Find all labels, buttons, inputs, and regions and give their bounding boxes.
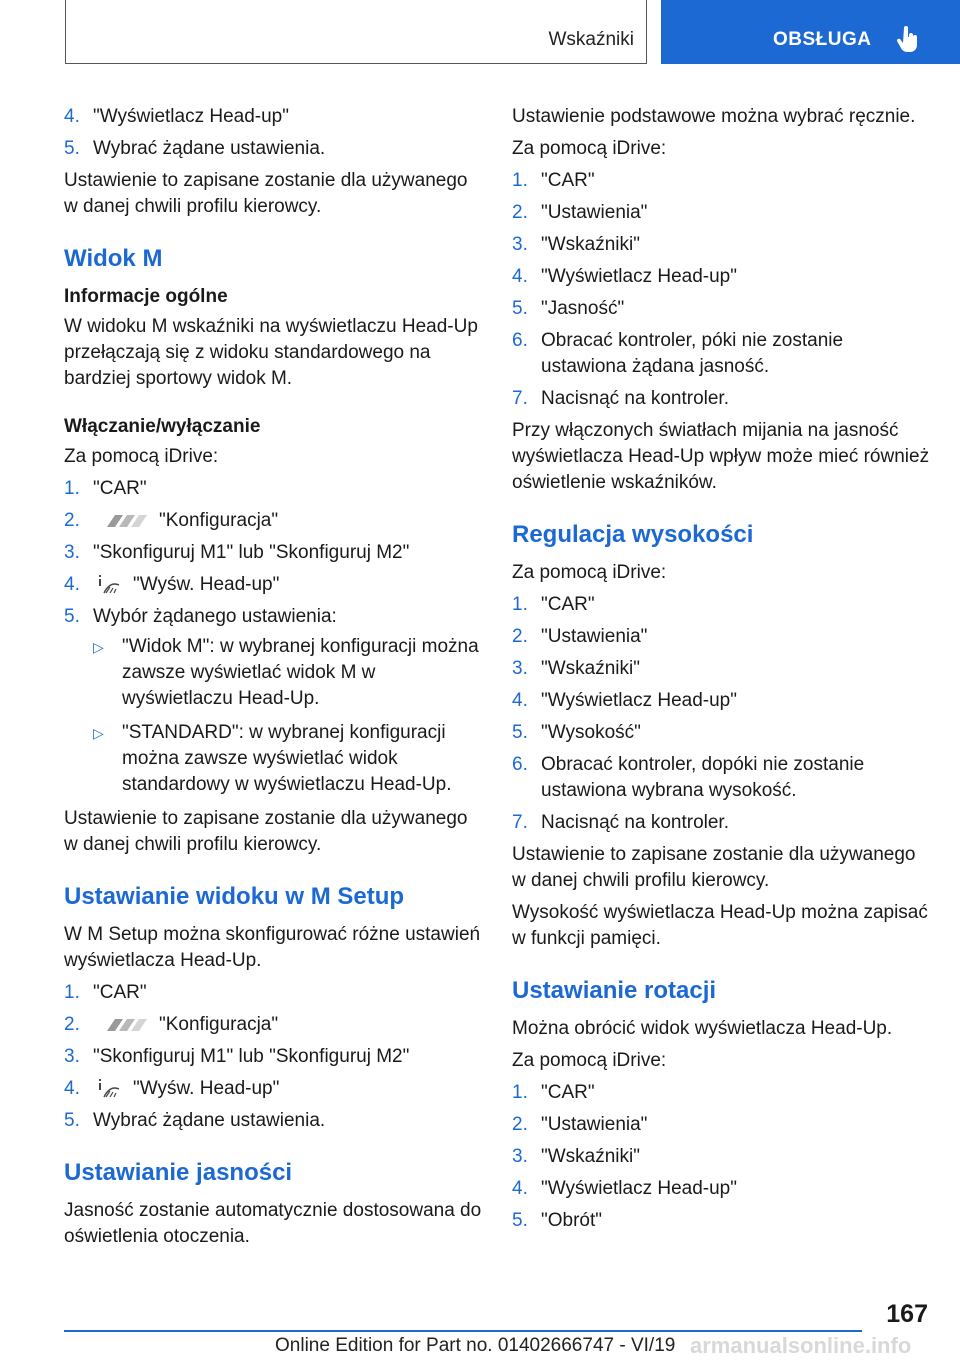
paragraph: Ustawienie to zapisane zostanie dla używanego w danej chwili profilu kierowcy. xyxy=(64,808,468,855)
heading-informacje: Informacje ogólne xyxy=(64,286,228,307)
list-item: 4. "Wyśw. Head-up" xyxy=(64,574,280,595)
list-item: 7. Nacisnąć na kontroler. xyxy=(512,812,729,833)
bullet-item: ▷ "STANDARD": w wybranej konfiguracji można zawsze wyświetlać widok standardowy w wyświetlaczu Head-Up. xyxy=(93,722,452,795)
page-number: 167 xyxy=(886,1300,928,1328)
header-section-title: Wskaźniki xyxy=(548,29,634,50)
list-item: 5. Wybór żądanego ustawienia: ▷ "Widok M": w wybranej konfiguracji można zawsze wyświetlać widok M w wyświetlaczu Head-Up. ▷ "STANDARD": w wybranej konfiguracji można zawsze wyświetlać widok standardowy w wyświetlaczu Head-Up. xyxy=(64,604,484,798)
list-item: 1. "CAR" xyxy=(64,982,147,1003)
list-item: 6. Obracać kontroler, póki nie zostanie ustawiona żądana jasność. xyxy=(512,330,844,377)
list-item: 1. "CAR" xyxy=(512,594,595,615)
list-item: 5. "Jasność" xyxy=(512,298,625,319)
head-up-display-icon xyxy=(97,575,123,595)
paragraph: W widoku M wskaźniki na wyświetlaczu Head-Up przełączają się z widoku standardowego na bardziej sportowy widok M. xyxy=(64,316,478,389)
numbered-list xyxy=(512,1080,932,1234)
bullet-item: ▷ "Widok M": w wybranej konfiguracji można zawsze wyświetlać widok M w wyświetlaczu Head-Up. xyxy=(93,636,479,709)
footer-edition: Online Edition for Part no. 01402666747 - VI/19 xyxy=(275,1335,676,1356)
list-item: 4. "Wyświetlacz Head-up" xyxy=(512,690,737,711)
head-up-display-icon xyxy=(97,1079,123,1099)
list-item: 3. "Wskaźniki" xyxy=(512,658,640,679)
paragraph: Przy włączonych światłach mijania na jasność wyświetlacza Head-Up wpływ może mieć również oświetlenie wskaźników. xyxy=(512,420,930,493)
list-item: 3. "Wskaźniki" xyxy=(512,1146,640,1167)
bullet-list xyxy=(93,634,484,798)
header-tab xyxy=(661,0,960,64)
list-item: 2. "Ustawienia" xyxy=(512,1114,648,1135)
heading-rotacja: Ustawianie rotacji xyxy=(512,977,717,1004)
list-item: 2. "Konfiguracja" xyxy=(64,510,279,531)
list-item: 5. Wybrać żądane ustawienia. xyxy=(64,1110,326,1131)
m-stripes-icon xyxy=(97,1018,149,1032)
list-item: 3. "Skonfiguruj M1" lub "Skonfiguruj M2" xyxy=(64,542,410,563)
paragraph: Jasność zostanie automatycznie dostosowana do oświetlenia otoczenia. xyxy=(64,1200,482,1247)
list-item: 2. "Ustawienia" xyxy=(512,202,648,223)
triangle-bullet-icon: ▷ xyxy=(93,639,104,655)
list-item: 5. "Wysokość" xyxy=(512,722,641,743)
right-column xyxy=(512,104,932,1240)
heading-m-setup: Ustawianie widoku w M Setup xyxy=(64,883,405,910)
list-item: 4. "Wyświetlacz Head-up" xyxy=(512,266,737,287)
m-stripes-icon xyxy=(97,514,149,528)
header-tab-label: OBSŁUGA xyxy=(773,29,872,50)
paragraph: W M Setup można skonfigurować różne ustawień wyświetlacza Head-Up. xyxy=(64,924,481,971)
list-item: 4. "Wyśw. Head-up" xyxy=(64,1078,280,1099)
heading-widok-m: Widok M xyxy=(64,245,163,272)
numbered-list xyxy=(64,980,484,1134)
list-item: 1. "CAR" xyxy=(64,478,147,499)
heading-wlaczanie: Włączanie/wyłączanie xyxy=(64,416,261,437)
hand-pointer-icon xyxy=(897,26,919,52)
list-item: 6. Obracać kontroler, dopóki nie zostanie ustawiona wybrana wysokość. xyxy=(512,754,865,801)
paragraph: Ustawienie to zapisane zostanie dla używanego w danej chwili profilu kierowcy. xyxy=(512,844,916,891)
left-column xyxy=(64,104,484,1256)
list-item: 1. "CAR" xyxy=(512,1082,595,1103)
paragraph: Można obrócić widok wyświetlacza Head-Up. xyxy=(512,1018,893,1039)
paragraph: Ustawienie podstawowe można wybrać ręcznie. xyxy=(512,106,916,127)
list-item: 3. "Skonfiguruj M1" lub "Skonfiguruj M2" xyxy=(64,1046,410,1067)
list-item: 2. "Konfiguracja" xyxy=(64,1014,279,1035)
list-item: 2. "Ustawienia" xyxy=(512,626,648,647)
list-item: 4. "Wyświetlacz Head-up" xyxy=(512,1178,737,1199)
list-item: 4. "Wyświetlacz Head-up" xyxy=(64,106,289,127)
paragraph: Wysokość wyświetlacza Head-Up można zapisać w funkcji pamięci. xyxy=(512,902,928,949)
list-item: 3. "Wskaźniki" xyxy=(512,234,640,255)
watermark: armanualsonline.info xyxy=(690,1333,912,1358)
heading-jasnosc: Ustawianie jasności xyxy=(64,1159,293,1186)
footer-divider xyxy=(64,1330,862,1332)
list-item: 7. Nacisnąć na kontroler. xyxy=(512,388,729,409)
paragraph: Za pomocą iDrive: xyxy=(64,446,219,467)
header-section-box xyxy=(65,0,647,64)
paragraph: Ustawienie to zapisane zostanie dla używanego w danej chwili profilu kierowcy. xyxy=(64,170,468,217)
list-item: 5. Wybrać żądane ustawienia. xyxy=(64,138,326,159)
numbered-list xyxy=(512,168,932,412)
numbered-list-top xyxy=(64,104,484,162)
paragraph: Za pomocą iDrive: xyxy=(512,138,667,159)
list-item: 5. "Obrót" xyxy=(512,1210,603,1231)
numbered-list xyxy=(512,592,932,836)
list-item: 1. "CAR" xyxy=(512,170,595,191)
paragraph: Za pomocą iDrive: xyxy=(512,562,667,583)
triangle-bullet-icon: ▷ xyxy=(93,725,104,741)
numbered-list xyxy=(64,476,484,798)
heading-wysokosc: Regulacja wysokości xyxy=(512,521,754,548)
paragraph: Za pomocą iDrive: xyxy=(512,1050,667,1071)
